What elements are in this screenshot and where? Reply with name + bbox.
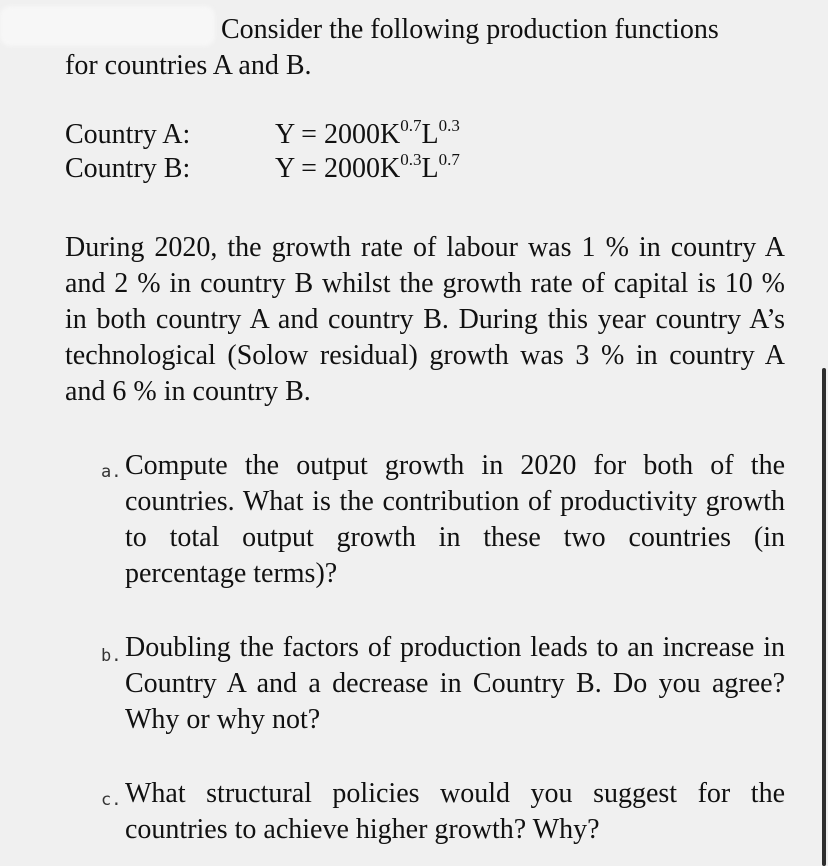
question-marker: b. xyxy=(101,646,122,666)
capital-exponent: 0.3 xyxy=(400,150,422,169)
labour-symbol: L xyxy=(421,119,439,150)
equation-lhs: Y = 2000K xyxy=(275,119,401,150)
question-marker: c. xyxy=(101,790,122,810)
intro-line-2: for countries A and B. xyxy=(65,50,312,81)
context-paragraph: During 2020, the growth rate of labour was 1 % in country A and 2 % in country B whilst the growth rate of capital is 10 % in both country A and country B. During this year country A’s technological (Solow residual) growth was 3 % in country A and 6 % in country B. xyxy=(65,232,785,407)
question-text: What structural policies would you suggest for the countries to achieve higher growth? Why? xyxy=(125,778,785,845)
function-equation xyxy=(275,152,460,186)
function-label: Country B: xyxy=(65,153,191,184)
labour-exponent: 0.7 xyxy=(438,150,460,169)
function-equation xyxy=(275,118,460,152)
function-row-b xyxy=(65,152,460,186)
function-row-a xyxy=(65,118,460,152)
intro-line-1: Consider the following production functions xyxy=(221,14,719,45)
question-text: Compute the output growth in 2020 for both of the countries. What is the contribution of productivity growth to total output growth in these two countries (in percentage terms)? xyxy=(125,450,785,589)
question-marker: a. xyxy=(101,462,122,482)
labour-exponent: 0.3 xyxy=(438,116,460,135)
intro-text xyxy=(65,12,785,84)
scrollbar[interactable] xyxy=(822,368,826,866)
equation-lhs: Y = 2000K xyxy=(275,153,401,184)
question-text: Doubling the factors of production leads to an increase in Country A and a decrease in Country B. Do you agree? Why or why not? xyxy=(125,632,785,735)
production-functions xyxy=(65,118,460,186)
labour-symbol: L xyxy=(421,153,439,184)
function-label: Country A: xyxy=(65,119,191,150)
capital-exponent: 0.7 xyxy=(400,116,422,135)
